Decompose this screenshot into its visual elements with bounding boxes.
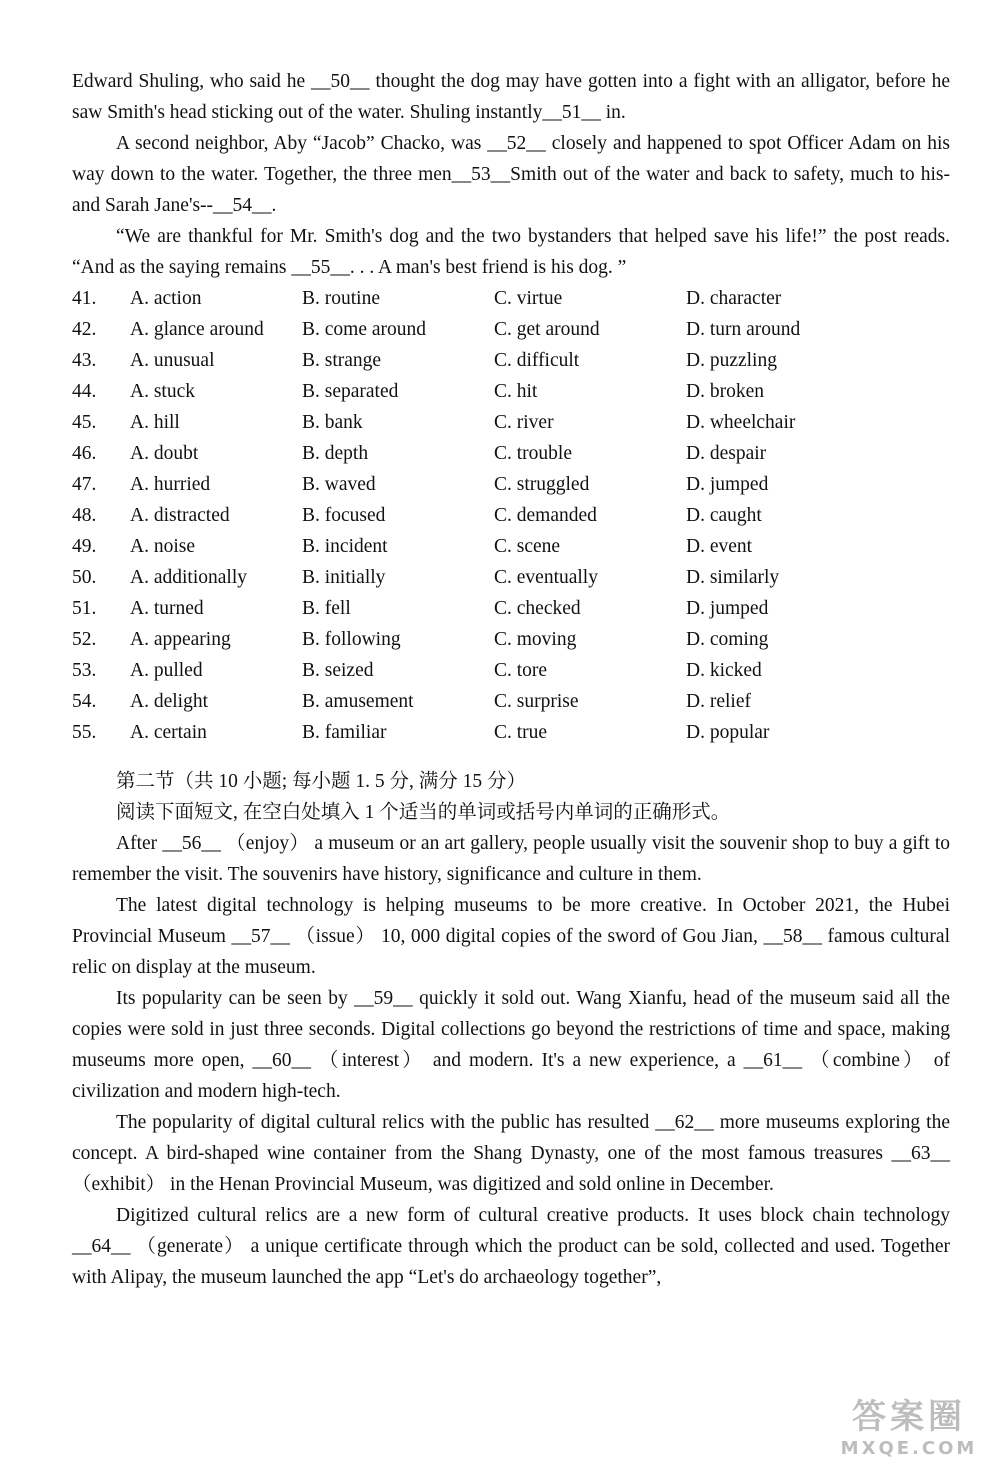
option-d: D. jumped [686,598,769,619]
option-c: C. scene [494,536,561,557]
option-a: A. doubt [130,443,199,464]
option-d: D. similarly [686,567,780,588]
option-c: C. checked [494,598,581,619]
option-d: D. broken [686,381,764,402]
question-number: 47. [72,474,97,495]
option-d: D. jumped [686,474,769,495]
options-table [72,283,886,748]
option-c: C. true [494,722,548,743]
option-c: C. virtue [494,288,563,309]
option-a: A. hurried [130,474,211,495]
watermark-en: MXQE.COM [840,1438,978,1459]
watermark-logo [834,1385,984,1463]
option-c: C. moving [494,629,577,650]
section-heading: 第二节（共 10 小题; 每小题 1. 5 分, 满分 15 分） [116,771,527,792]
question-number: 49. [72,536,97,557]
option-row [72,655,886,686]
option-row [72,593,886,624]
option-d: D. wheelchair [686,412,796,433]
question-number: 55. [72,722,97,743]
option-b: B. amusement [302,691,414,712]
option-c: C. river [494,412,554,433]
option-b: B. initially [302,567,386,588]
section-paragraph-4: The popularity of digital cultural relics with the public has resulted __62__ more museums exploring the concept. A bird-shaped wine container from the Shang Dynasty, one of the most famous treasures __63__ （exhibit） in the Henan Provincial Museum, was digitized and sold online in December. [72,1112,950,1195]
watermark-cn: 答案圈 [852,1397,966,1437]
option-row [72,407,886,438]
option-a: A. distracted [130,505,230,526]
option-b: B. routine [302,288,380,309]
option-a: A. action [130,288,202,309]
question-number: 45. [72,412,97,433]
question-number: 48. [72,505,97,526]
option-b: B. waved [302,474,376,495]
option-d: D. popular [686,722,770,743]
passage-paragraph-1: Edward Shuling, who said he __50__ thought the dog may have gotten into a fight with an alligator, before he saw Smith's head sticking out of the water. Shuling instantly__51__ in. [72,71,950,123]
option-a: A. appearing [130,629,231,650]
option-row [72,376,886,407]
option-c: C. tore [494,660,548,681]
option-d: D. despair [686,443,767,464]
question-number: 44. [72,381,97,402]
option-row [72,531,886,562]
question-number: 54. [72,691,97,712]
option-a: A. additionally [130,567,247,588]
option-a: A. unusual [130,350,215,371]
option-d: D. event [686,536,753,557]
option-d: D. turn around [686,319,801,340]
option-d: D. kicked [686,660,762,681]
question-number: 43. [72,350,97,371]
passage-paragraph-3: “We are thankful for Mr. Smith's dog and the two bystanders that helped save his life!” the post reads. “And as the saying remains __55__. . . A man's best friend is his dog. ” [72,226,950,278]
option-row [72,717,886,748]
question-number: 41. [72,288,97,309]
option-c: C. get around [494,319,600,340]
option-a: A. noise [130,536,195,557]
option-row [72,469,886,500]
option-row [72,686,886,717]
option-d: D. relief [686,691,751,712]
option-d: D. character [686,288,782,309]
option-row [72,624,886,655]
option-row [72,345,886,376]
option-c: C. struggled [494,474,590,495]
section-paragraph-3: Its popularity can be seen by __59__ quickly it sold out. Wang Xianfu, head of the museum said all the copies were sold in just three seconds. Digital collections go beyond the restrictions of time and space, making museums more open, __60__ （interest） and modern. It's a new experience, a __61__ （combine） of civilization and modern high-tech. [72,988,950,1102]
option-b: B. depth [302,443,369,464]
option-d: D. coming [686,629,769,650]
option-b: B. fell [302,598,351,619]
option-b: B. following [302,629,401,650]
option-row [72,562,886,593]
exam-page [72,66,950,1293]
option-row [72,438,886,469]
option-c: C. surprise [494,691,579,712]
question-number: 42. [72,319,97,340]
option-row [72,283,886,314]
section-paragraph-1: After __56__ （enjoy） a museum or an art gallery, people usually visit the souvenir shop to buy a gift to remember the visit. The souvenirs have history, significance and culture in them. [72,833,950,885]
question-number: 53. [72,660,97,681]
option-b: B. focused [302,505,386,526]
option-row [72,314,886,345]
option-b: B. familiar [302,722,387,743]
question-number: 46. [72,443,97,464]
question-number: 52. [72,629,97,650]
section-paragraph-5: Digitized cultural relics are a new form of cultural creative products. It uses block chain technology __64__ （generate） a unique certificate through which the product can be sold, collected and used. Together with Alipay, the museum launched the app “Let's do archaeology together”, [72,1205,950,1288]
option-a: A. glance around [130,319,264,340]
option-c: C. hit [494,381,538,402]
option-a: A. stuck [130,381,195,402]
section-instruction: 阅读下面短文, 在空白处填入 1 个适当的单词或括号内单词的正确形式。 [116,802,731,823]
option-b: B. separated [302,381,399,402]
option-c: C. eventually [494,567,598,588]
question-number: 50. [72,567,97,588]
option-d: D. caught [686,505,762,526]
option-a: A. certain [130,722,207,743]
option-b: B. seized [302,660,374,681]
option-row [72,500,886,531]
option-a: A. hill [130,412,180,433]
passage-paragraph-2: A second neighbor, Aby “Jacob” Chacko, was __52__ closely and happened to spot Officer Adam on his way down to the water. Together, the three men__53__Smith out of the water and back to safety, much to his-and Sarah Jane's--__54__. [72,133,950,216]
option-b: B. strange [302,350,382,371]
option-a: A. pulled [130,660,203,681]
question-number: 51. [72,598,97,619]
option-b: B. come around [302,319,427,340]
option-c: C. demanded [494,505,597,526]
option-a: A. delight [130,691,208,712]
option-d: D. puzzling [686,350,777,371]
option-b: B. bank [302,412,363,433]
option-a: A. turned [130,598,204,619]
section-paragraph-2: The latest digital technology is helping museums to be more creative. In October 2021, the Hubei Provincial Museum __57__ （issue） 10, 000 digital copies of the sword of Gou Jian, __58__ famous cultural relic on display at the museum. [72,895,950,978]
option-c: C. difficult [494,350,580,371]
option-c: C. trouble [494,443,572,464]
option-b: B. incident [302,536,388,557]
